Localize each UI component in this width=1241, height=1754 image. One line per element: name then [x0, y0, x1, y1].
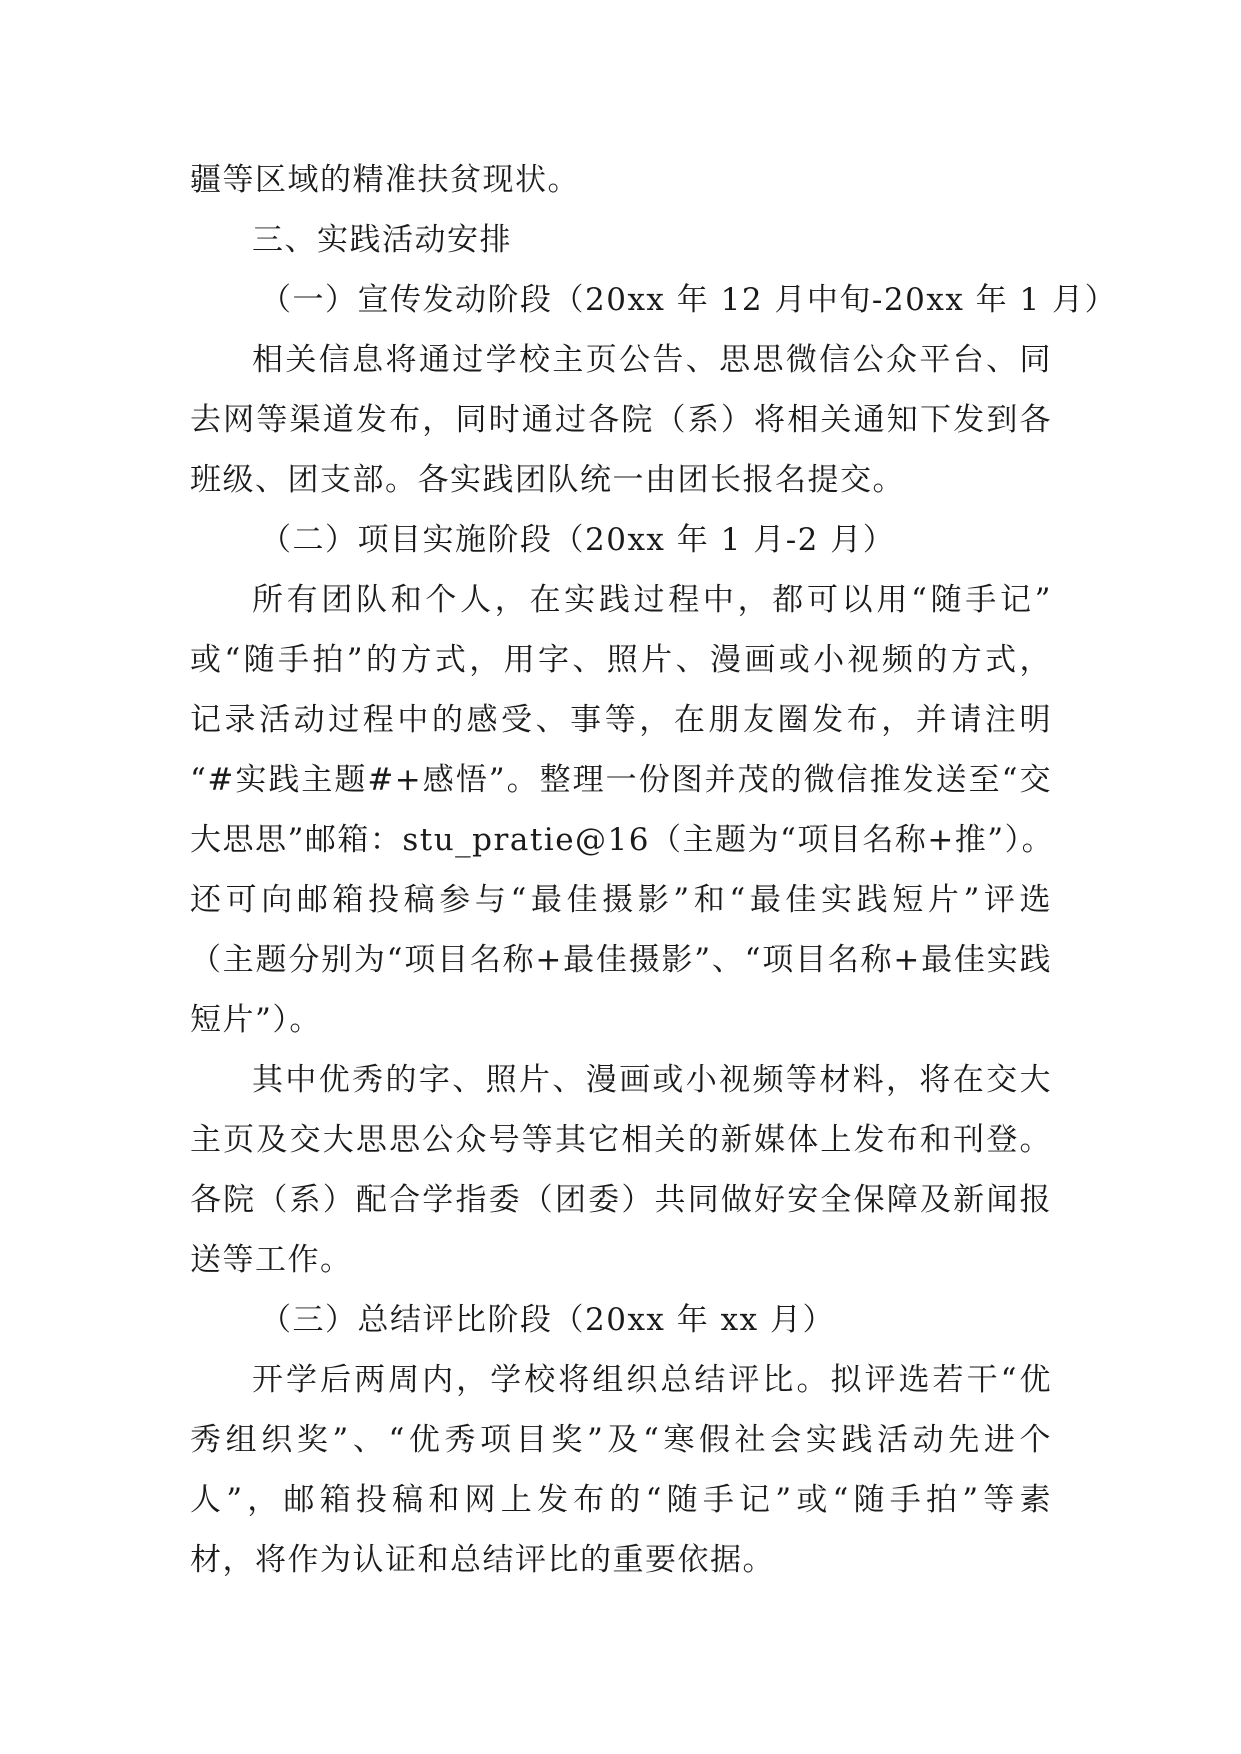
subsection-heading: （一）宣传发动阶段（20xx 年 12 月中旬-20xx 年 1 月）: [260, 282, 1118, 318]
paragraph-line: 相关信息将通过学校主页公告、思思微信公众平台、同: [252, 342, 1052, 378]
paragraph-line: 送等工作。: [190, 1242, 353, 1278]
subsection-heading: （三）总结评比阶段（20xx 年 xx 月）: [260, 1302, 835, 1338]
paragraph-line: 秀组织奖”、“优秀项目奖”及“寒假社会实践活动先进个: [190, 1422, 1052, 1458]
paragraph-line: 材，将作为认证和总结评比的重要依据。: [190, 1542, 775, 1578]
paragraph-line: 还可向邮箱投稿参与“最佳摄影”和“最佳实践短片”评选: [190, 882, 1052, 918]
paragraph-line: 其中优秀的字、照片、漫画或小视频等材料，将在交大: [252, 1062, 1052, 1098]
paragraph-line: 大思思”邮箱：stu_pratie@16（主题为“项目名称+推”）。: [190, 822, 1055, 858]
paragraph-line: 人”，邮箱投稿和网上发布的“随手记”或“随手拍”等素: [190, 1482, 1052, 1518]
paragraph-line: 记录活动过程中的感受、事等，在朋友圈发布，并请注明: [190, 702, 1052, 738]
paragraph-line: 主页及交大思思公众号等其它相关的新媒体上发布和刊登。: [190, 1122, 1052, 1158]
paragraph-line: 或“随手拍”的方式，用字、照片、漫画或小视频的方式，: [190, 642, 1052, 678]
document-body: [190, 150, 1118, 1590]
section-heading: 三、实践活动安排: [252, 222, 512, 258]
paragraph-line: 疆等区域的精准扶贫现状。: [190, 162, 580, 198]
paragraph-line: 班级、团支部。各实践团队统一由团长报名提交。: [190, 462, 905, 498]
paragraph-line: 各院（系）配合学指委（团委）共同做好安全保障及新闻报: [190, 1182, 1052, 1218]
paragraph-line: 去网等渠道发布，同时通过各院（系）将相关通知下发到各: [190, 402, 1052, 438]
paragraph-line: （主题分别为“项目名称+最佳摄影”、“项目名称+最佳实践: [190, 942, 1052, 978]
paragraph-line: 所有团队和个人，在实践过程中，都可以用“随手记”: [252, 582, 1052, 618]
subsection-heading: （二）项目实施阶段（20xx 年 1 月-2 月）: [260, 522, 896, 558]
paragraph-line: 短片”）。: [190, 1002, 322, 1038]
paragraph-line: “#实践主题#+感悟”。整理一份图并茂的微信推发送至“交: [190, 762, 1052, 798]
paragraph-line: 开学后两周内，学校将组织总结评比。拟评选若干“优: [252, 1362, 1052, 1398]
